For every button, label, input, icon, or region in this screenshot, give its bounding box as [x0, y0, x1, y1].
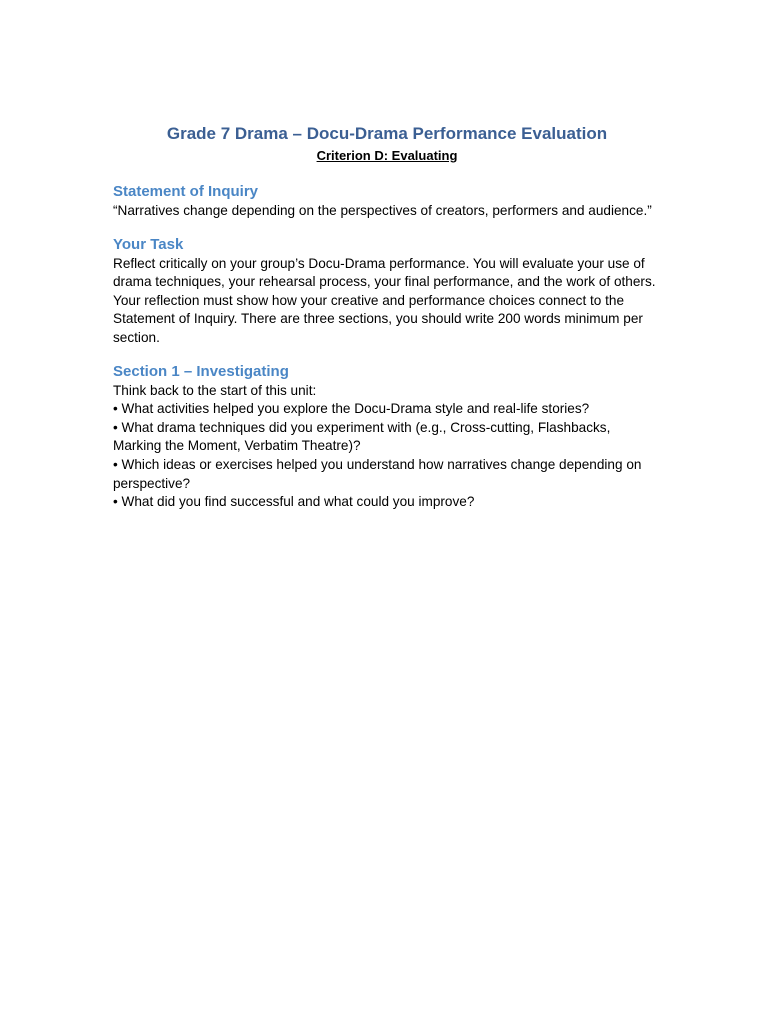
- section-heading: Section 1 – Investigating: [113, 362, 289, 380]
- section-investigating: [113, 362, 661, 512]
- section-your-task: [113, 235, 661, 348]
- list-item: • Which ideas or exercises helped you understand how narratives change depending on perspective?: [113, 456, 642, 491]
- list-item: • What activities helped you explore the Docu-Drama style and real-life stories?: [113, 401, 590, 417]
- section-heading: Your Task: [113, 235, 184, 253]
- list-item: • What drama techniques did you experiment with (e.g., Cross-cutting, Flashbacks, Marking the Moment, Verbatim Theatre)?: [113, 419, 611, 454]
- document-title: Grade 7 Drama – Docu-Drama Performance Evaluation: [166, 124, 608, 143]
- question-list: [113, 400, 661, 512]
- section-text: Reflect critically on your group’s Docu-Drama performance. You will evaluate your use of drama techniques, your rehearsal process, your final performance, and the work of others. Your reflection must show how your creative and performance choices connect to the Statement of Inquiry. There are three sections, you should write 200 words minimum per section.: [113, 255, 656, 345]
- section-intro: Think back to the start of this unit:: [113, 382, 317, 398]
- section-statement-of-inquiry: [113, 182, 661, 221]
- document-subtitle: Criterion D: Evaluating: [316, 148, 458, 163]
- list-item: • What did you find successful and what could you improve?: [113, 494, 475, 510]
- section-text: “Narratives change depending on the perspectives of creators, performers and audience.”: [113, 203, 652, 218]
- section-heading: Statement of Inquiry: [113, 183, 259, 200]
- document-page: [113, 120, 661, 512]
